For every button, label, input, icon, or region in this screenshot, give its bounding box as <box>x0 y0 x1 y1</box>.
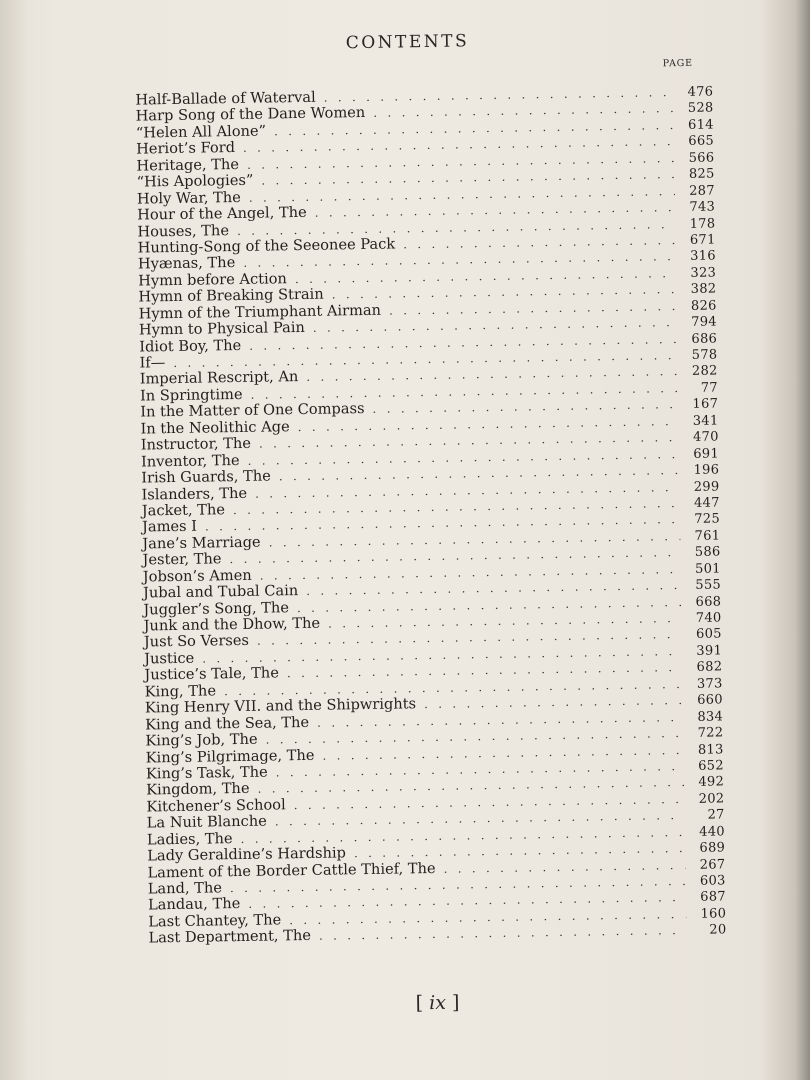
entry-title: King’s Task, The <box>145 763 268 783</box>
entry-page-number: 825 <box>688 166 715 183</box>
entry-page-number: 813 <box>697 741 724 758</box>
entry-title: Jacket, The <box>141 501 226 520</box>
entry-page-number: 740 <box>695 610 722 626</box>
entry-page-number: 447 <box>693 495 720 511</box>
entry-page-number: 476 <box>687 84 714 100</box>
entry-title: Instructor, The <box>140 434 252 454</box>
entry-page-number: 605 <box>695 626 722 643</box>
entry-title: Holy War, The <box>136 188 241 208</box>
entry-page-number: 167 <box>692 396 719 413</box>
entry-page-number: 586 <box>694 544 721 561</box>
page-title: CONTENTS <box>345 31 470 54</box>
entry-page-number: 691 <box>693 446 720 462</box>
entry-title: Irish Guards, The <box>141 467 271 487</box>
entry-page-number: 722 <box>697 725 724 741</box>
entry-title: Inventor, The <box>140 451 240 471</box>
entry-title: Hymn of Breaking Strain <box>138 285 324 306</box>
entry-page-number: 341 <box>692 413 719 429</box>
entry-title: Justice’s Tale, The <box>144 664 280 684</box>
entry-title: King’s Pilgrimage, The <box>145 746 315 766</box>
entry-title: Lament of the Border Cattle Thief, The <box>147 859 436 882</box>
entry-title: Idiot Boy, The <box>139 336 242 356</box>
entry-title: King, The <box>144 682 217 701</box>
entry-page-number: 578 <box>691 347 718 363</box>
entry-title: Hymn of the Triumphant Airman <box>138 301 382 323</box>
entry-title: Last Chantey, The <box>148 911 282 931</box>
entry-page-number: 614 <box>687 117 714 133</box>
entry-page-number: 27 <box>707 807 725 823</box>
entry-title: Kitchener’s School <box>146 796 286 816</box>
folio-number: ix <box>429 991 447 1015</box>
entry-page-number: 391 <box>696 643 723 659</box>
entry-title: Last Department, The <box>148 927 312 947</box>
entry-page-number: 382 <box>690 281 717 298</box>
entry-page-number: 299 <box>693 478 720 495</box>
entry-title: Imperial Rescript, An <box>139 368 299 388</box>
entry-title: In Springtime <box>139 385 243 405</box>
entry-title: Hymn to Physical Pain <box>138 319 305 339</box>
entry-title: Islanders, The <box>141 484 248 504</box>
entry-title: La Nuit Blanche <box>146 812 267 832</box>
entry-page-number: 267 <box>699 856 726 873</box>
entry-page-number: 373 <box>696 676 723 692</box>
entry-title: If— <box>139 354 166 372</box>
entry-title: Jester, The <box>142 550 222 569</box>
entry-page-number: 743 <box>689 199 716 215</box>
entry-page-number: 555 <box>695 577 722 593</box>
entry-page-number: 178 <box>689 215 716 232</box>
entry-title: King Henry VII. and the Shipwrights <box>144 695 417 717</box>
entry-page-number: 492 <box>698 774 725 791</box>
entry-title: Heriot’s Ford <box>136 139 236 158</box>
entry-title: Harp Song of the Dane Women <box>135 104 366 126</box>
entry-title: King’s Job, The <box>145 730 258 750</box>
entry-title: Land, The <box>147 879 223 898</box>
entry-page-number: 160 <box>700 906 727 922</box>
entry-title: Hunting-Song of the Seeonee Pack <box>137 235 396 257</box>
entry-page-number: 603 <box>699 873 726 889</box>
entry-page-number: 323 <box>690 265 717 281</box>
entry-page-number: 668 <box>695 593 722 610</box>
entry-page-number: 196 <box>693 462 720 478</box>
page-column-label: PAGE <box>662 57 693 70</box>
entry-title: Hymn before Action <box>138 270 288 290</box>
entry-title: Hyænas, The <box>137 254 236 273</box>
entry-title: “His Apologies” <box>136 171 254 191</box>
entry-page-number: 689 <box>699 840 726 856</box>
entry-title: Junk and the Dhow, The <box>143 614 321 635</box>
entry-title: Kingdom, The <box>146 780 250 799</box>
entry-title: Heritage, The <box>136 155 240 175</box>
entry-page-number: 20 <box>709 922 727 938</box>
entry-title: Ladies, The <box>146 829 233 849</box>
entry-page-number: 826 <box>690 298 717 314</box>
entry-page-number: 665 <box>688 133 715 150</box>
entry-page-number: 725 <box>694 511 721 528</box>
entry-title: Hour of the Angel, The <box>137 203 307 224</box>
entry-title: Lady Geraldine’s Hardship <box>147 844 347 865</box>
entry-title: Half-Ballade of Waterval <box>135 88 316 109</box>
entry-page-number: 566 <box>688 150 715 166</box>
entry-title: Houses, The <box>137 221 230 241</box>
entry-title: Jobson’s Amen <box>142 566 252 586</box>
entry-page-number: 282 <box>691 363 718 380</box>
entry-page-number: 834 <box>697 709 724 725</box>
entry-page-number: 316 <box>690 248 717 265</box>
entry-title: Landau, The <box>147 895 241 914</box>
contents-list <box>135 83 726 947</box>
entry-title: In the Matter of One Compass <box>140 400 365 421</box>
entry-title: Juggler’s Song, The <box>143 598 290 619</box>
folio-bracket-open: [ <box>415 992 424 1015</box>
entry-page-number: 287 <box>689 183 715 199</box>
entry-page-number: 687 <box>700 889 727 906</box>
entry-page-number: 686 <box>691 331 718 347</box>
entry-page-number: 440 <box>699 824 726 840</box>
entry-title: Just So Verses <box>143 632 250 651</box>
entry-page-number: 652 <box>698 758 725 774</box>
entry-title: Jane’s Marriage <box>142 533 261 553</box>
entry-title: James I <box>141 518 198 536</box>
entry-page-number: 501 <box>694 561 721 577</box>
folio <box>387 991 487 1015</box>
entry-title: Jubal and Tubal Cain <box>142 582 299 602</box>
entry-page-number: 794 <box>691 314 718 330</box>
entry-title: Justice <box>144 649 195 668</box>
entry-title: King and the Sea, The <box>145 713 310 734</box>
entry-page-number: 202 <box>698 791 725 807</box>
folio-bracket-close: ] <box>451 991 460 1014</box>
entry-page-number: 528 <box>687 100 714 117</box>
entry-page-number: 682 <box>696 659 723 676</box>
entry-title: In the Neolithic Age <box>140 417 290 438</box>
entry-page-number: 470 <box>692 429 719 446</box>
entry-page-number: 761 <box>694 528 721 544</box>
entry-page-number: 77 <box>700 380 719 396</box>
entry-page-number: 671 <box>689 232 716 248</box>
entry-title: “Helen All Alone” <box>135 122 267 142</box>
entry-page-number: 660 <box>697 692 723 709</box>
